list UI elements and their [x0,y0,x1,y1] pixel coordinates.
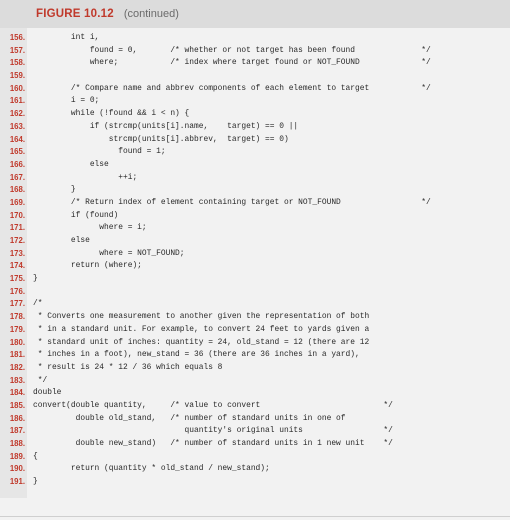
code-line [0,273,510,286]
code-text: return (where); [33,261,142,271]
code-line [0,400,510,413]
line-number: 185. [9,400,25,410]
code-text: * inches in a foot), new_stand = 36 (there are 36 inches in a yard), [33,350,360,360]
line-number: 163. [9,121,25,131]
code-line [0,159,510,172]
code-text: * standard unit of inches: quantity = 24, old_stand = 12 (there are 12 [33,337,370,347]
line-number: 165. [9,147,25,157]
code-line [0,95,510,108]
code-text: double new_stand) /* number of standard units in 1 new unit */ [33,439,393,448]
code-text: * in a standard unit. For example, to convert 24 feet to yards given a [33,324,370,334]
code-line [0,172,510,185]
code-line [0,311,510,324]
line-number: 164. [9,134,25,144]
line-number: 180. [9,337,25,347]
code-listing [0,28,510,520]
code-line [0,83,510,96]
code-line [0,108,510,121]
code-line [0,451,510,464]
code-line [0,476,510,489]
code-line [0,375,510,388]
figure-label: FIGURE 10.12 [36,8,114,20]
code-text: if (found) [33,210,119,220]
line-number: 156. [9,33,25,42]
code-lines [0,32,510,489]
code-line [0,57,510,70]
line-number: 170. [9,210,25,220]
code-line [0,121,510,134]
code-line [0,248,510,261]
code-text: strcmp(units[i].abbrev, target) == 0) [33,134,289,144]
line-number: 157. [9,45,25,55]
code-line [0,337,510,350]
line-number: 191. [9,477,25,487]
code-text: } [33,477,38,487]
code-text: /* Return index of element containing target or NOT_FOUND */ [33,197,431,207]
line-number: 168. [9,185,25,195]
code-line [0,45,510,58]
code-text: else [33,236,90,245]
line-number: 158. [9,58,25,68]
line-number: 162. [9,109,25,119]
line-number: 188. [9,439,25,448]
line-number: 174. [9,261,25,271]
code-line [0,286,510,299]
line-number: 160. [9,83,25,93]
code-line [0,235,510,248]
code-line [0,425,510,438]
line-number: 159. [9,71,25,81]
code-text: else [33,159,109,169]
code-text: /* [33,299,43,309]
code-text: where = i; [33,223,147,233]
code-line [0,413,510,426]
code-line [0,298,510,311]
figure-header [0,0,510,28]
bottom-divider [0,516,510,517]
code-line [0,349,510,362]
line-number: 189. [9,451,25,461]
code-text: * result is 24 * 12 / 36 which equals 8 [33,362,223,372]
code-text: double [33,388,62,398]
code-line [0,184,510,197]
code-text: while (!found && i < n) { [33,109,190,119]
code-text: /* Compare name and abbrev components of each element to target */ [33,83,431,93]
code-text: where; /* index where target found or NOT_FOUND */ [33,58,431,68]
code-text: { [33,451,38,461]
code-text: ++i; [33,172,138,182]
line-number: 181. [9,350,25,360]
line-number: 179. [9,324,25,334]
code-text: double old_stand, /* number of standard units in one of [33,413,346,423]
line-number: 183. [9,375,25,385]
line-number: 167. [9,172,25,182]
code-text: found = 1; [33,147,166,157]
code-line [0,463,510,476]
line-number: 182. [9,362,25,372]
line-number: 177. [9,299,25,309]
code-text: i = 0; [33,96,100,106]
code-text: where = NOT_FOUND; [33,248,185,258]
code-text: return (quantity * old_stand / new_stand); [33,464,270,474]
code-line [0,70,510,83]
line-number: 184. [9,388,25,398]
code-text: quantity's original units */ [33,426,393,436]
code-line [0,197,510,210]
code-line [0,387,510,400]
line-number: 178. [9,312,25,322]
line-number: 169. [9,197,25,207]
code-text: if (strcmp(units[i].name, target) == 0 || [33,121,299,131]
line-number: 173. [9,248,25,258]
code-text: convert(double quantity, /* value to convert */ [33,400,393,410]
code-text: } [33,274,38,284]
code-line [0,134,510,147]
code-line [0,32,510,45]
line-number: 176. [9,286,25,296]
code-text: int i, [33,33,100,42]
code-line [0,362,510,375]
code-line [0,222,510,235]
code-line [0,146,510,159]
line-number: 186. [9,413,25,423]
code-line [0,210,510,223]
line-number: 172. [9,236,25,245]
figure-subtitle: (continued) [123,8,179,20]
line-number: 166. [9,159,25,169]
line-number: 175. [9,274,25,284]
line-number: 187. [9,426,25,436]
code-text: */ [33,375,48,385]
code-text: } [33,185,76,195]
code-line [0,260,510,273]
line-number: 190. [9,464,25,474]
line-number: 171. [9,223,25,233]
code-text: found = 0, /* whether or not target has been found */ [33,45,431,55]
code-line [0,324,510,337]
code-text: * Converts one measurement to another given the representation of both [33,312,370,322]
code-line [0,438,510,451]
line-number: 161. [9,96,25,106]
